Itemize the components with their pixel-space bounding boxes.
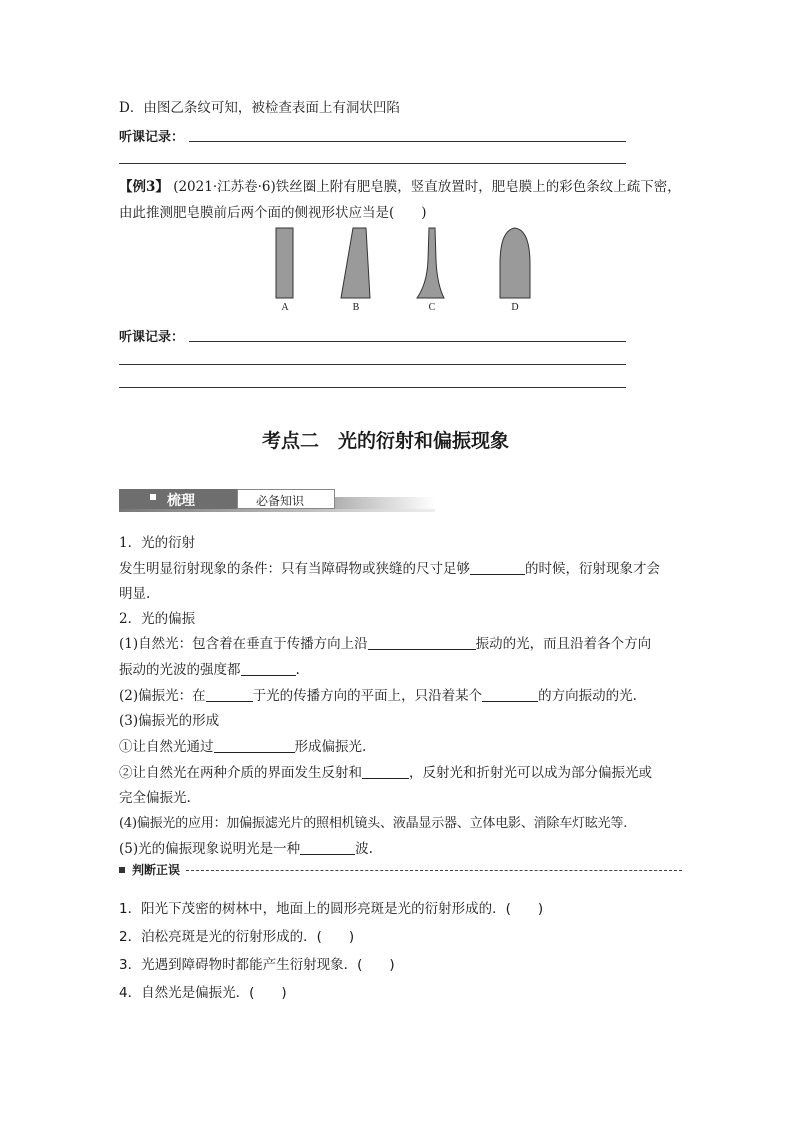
fill-blank[interactable] — [241, 661, 296, 676]
notes-line[interactable] — [119, 387, 626, 388]
square-bullet-icon — [119, 867, 125, 873]
notes-label: 听课记录： — [119, 130, 185, 145]
fill-blank[interactable] — [362, 764, 409, 779]
banner-dark-tab — [119, 489, 239, 509]
item1-line2: 明显. — [119, 586, 151, 602]
shape-c-curved-wedge — [417, 228, 444, 298]
banner-gradient-tail — [335, 497, 435, 509]
fill-blank[interactable] — [482, 687, 538, 702]
p1-line1 — [119, 632, 651, 652]
shape-label-c: C — [428, 302, 436, 313]
example-tag: 【例3】 — [119, 179, 169, 195]
judgement-item: 2．泊松亮斑是光的衍射形成的．( ) — [119, 929, 355, 945]
judgement-item: 3．光遇到障碍物时都能产生衍射现象．( ) — [119, 957, 395, 973]
fill-blank[interactable] — [300, 840, 355, 855]
example-3-line1 — [119, 175, 681, 195]
p2-line — [119, 684, 637, 704]
p3-title: (3)偏振光的形成 — [119, 713, 220, 729]
shape-label-b: B — [352, 302, 360, 313]
judgement-item: 1．阳光下茂密的树林中，地面上的圆形亮斑是光的衍射形成的．( ) — [119, 901, 544, 917]
text: 的时候，衍射现象才会 — [525, 561, 660, 577]
film-shapes-figure — [260, 224, 560, 304]
text: 发生明显衍射现象的条件：只有当障碍物或狭缝的尺寸足够 — [119, 561, 470, 577]
judge-divider — [186, 870, 682, 871]
item2-title: 2．光的偏振 — [119, 611, 196, 627]
text: 于光的传播方向的平面上，只沿着某个 — [252, 688, 483, 704]
section-title: 考点二 光的衍射和偏振现象 — [262, 430, 510, 452]
text: 振动的光波的强度都 — [119, 662, 241, 678]
banner-right-label: 必备知识 — [256, 494, 305, 508]
fill-blank[interactable] — [206, 687, 253, 702]
shape-d-dome — [500, 228, 530, 298]
notes-label: 听课记录： — [119, 330, 185, 345]
text: (1)自然光：包含着在垂直于传播方向上沿 — [119, 636, 368, 652]
banner-left-label: 梳理 — [167, 493, 195, 509]
example-3-line2: 由此推测肥皂膜前后两个面的侧视形状应当是( ) — [119, 205, 427, 221]
p5-line — [119, 837, 373, 857]
text: 波. — [355, 841, 373, 857]
shape-label-a: A — [281, 302, 289, 313]
notes-line[interactable] — [189, 141, 626, 142]
text: (5)光的偏振现象说明光是一种 — [119, 841, 301, 857]
text: . — [295, 662, 300, 678]
shape-b-wedge — [341, 228, 370, 298]
shape-label-d: D — [511, 302, 519, 313]
banner-light-tab — [237, 489, 335, 509]
item1-title: 1．光的衍射 — [119, 535, 196, 551]
p1-line2 — [119, 658, 300, 678]
option-d: D．由图乙条纹可知，被检查表面上有洞状凹陷 — [119, 100, 400, 116]
text: ，反射光和折射光可以成为部分偏振光或 — [409, 765, 652, 781]
notes-line[interactable] — [119, 364, 626, 365]
text: 形成偏振光. — [294, 739, 367, 755]
text: 振动的光，而且沿着各个方向 — [475, 636, 652, 652]
example-source: (2021·江苏卷·6) — [173, 179, 276, 195]
notes-line[interactable] — [189, 341, 626, 342]
p3-2-line2: 完全偏振光. — [119, 790, 191, 806]
p3-2-line1 — [119, 761, 652, 781]
text: 的方向振动的光. — [538, 688, 637, 704]
item1-line1 — [119, 557, 660, 577]
example-text: 铁丝圈上附有肥皂膜，竖直放置时，肥皂膜上的彩色条纹上疏下密， — [275, 179, 681, 195]
notes-line[interactable] — [119, 163, 626, 164]
fill-blank[interactable] — [470, 560, 525, 575]
p3-1-line — [119, 735, 366, 755]
judge-title: 判断正误 — [132, 863, 181, 877]
text: ②让自然光在两种介质的界面发生反射和 — [119, 765, 362, 781]
fill-blank[interactable] — [368, 635, 476, 650]
shape-a-rect — [276, 228, 293, 298]
square-bullet-icon — [150, 494, 156, 500]
text: ①让自然光通过 — [119, 739, 214, 755]
p4-line: (4)偏振光的应用：加偏振滤光片的照相机镜头、液晶显示器、立体电影、消除车灯眩光等. — [119, 816, 628, 831]
fill-blank[interactable] — [214, 738, 295, 753]
judgement-item: 4．自然光是偏振光．( ) — [119, 985, 287, 1001]
text: (2)偏振光：在 — [119, 688, 206, 704]
